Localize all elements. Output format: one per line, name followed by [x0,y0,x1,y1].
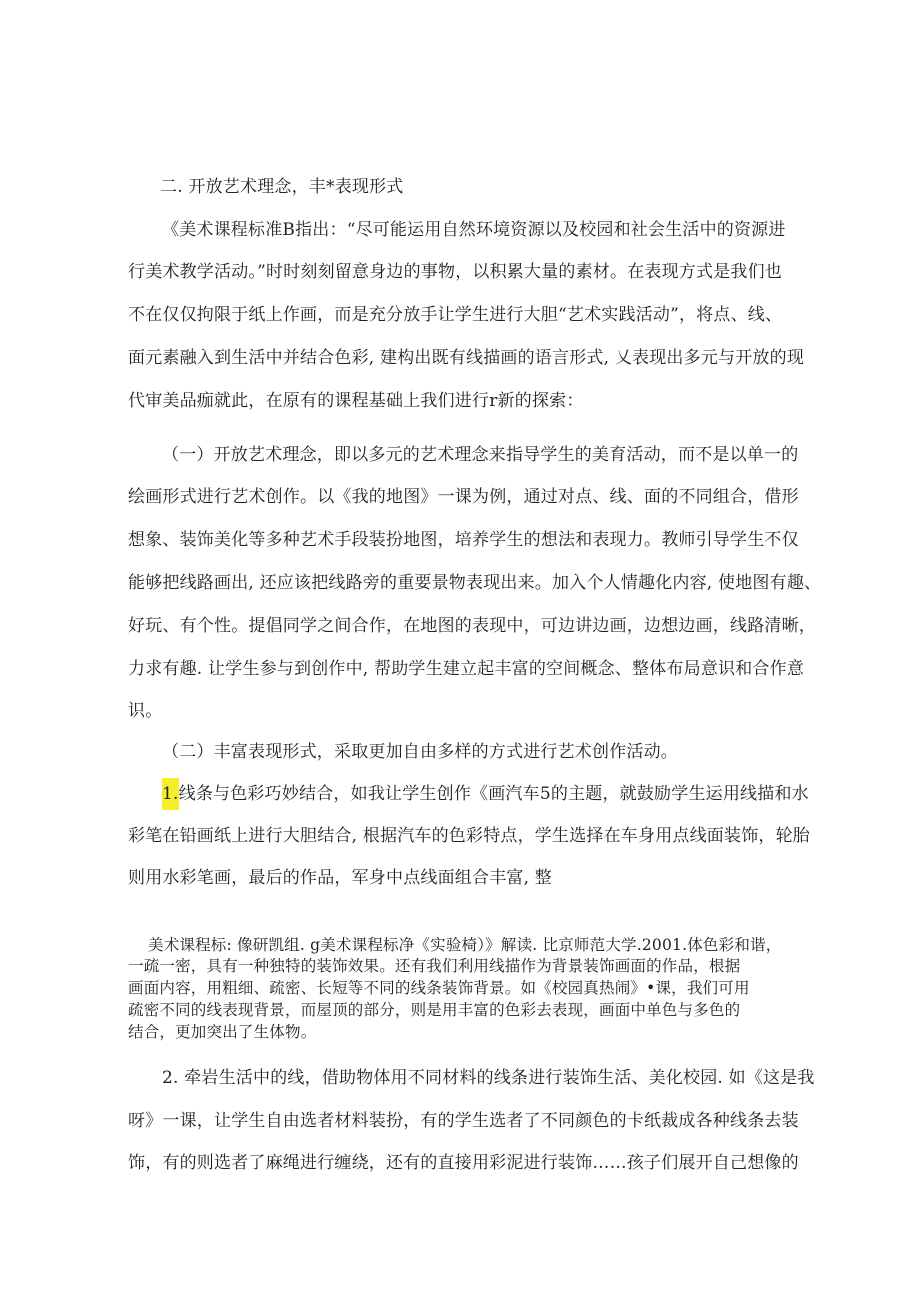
footnote-line: 画面内容，用粗细、疏密、长短等不同的线条装饰背景。如《校园真热闹》•课，我们可用 [128,979,750,997]
para4-line: 彩笔在铅画纸上进行大胆结合, 根据汽车的色彩特点，学生选择在车身用点线面装饰，轮胎 [128,826,811,846]
para5-line: 2. 牵岩生活中的线，借助物体用不同材料的线条进行装饰生活、美化校园. 如《这是我 [162,1068,815,1088]
para2-line: 绘画形式进行艺术创作。以《我的地图》一课为例，通过对点、线、面的不同组合，借形 [128,487,799,507]
para2-line: 识。 [128,701,163,721]
para4-first-line [162,782,809,806]
para1-line: 面元素融入到生活中并结合色彩, 建构出既有线描画的语言形式, 乂表现出多元与开放的现 [128,348,805,368]
para2-line: 好玩、有个性。提倡同学之间合作，在地图的表现中，可边讲边画，边想边画，线路清晰， [128,616,816,636]
para2-line: （一）开放艺术理念，即以多元的艺术理念来指导学生的美育活动，而不是以单一的 [162,445,799,465]
section-heading: 二. 开放艺术理念，丰*表现形式 [160,177,404,197]
para1-line: 《美术课程标准B指出：“尽可能运用自然环境资源以及校园和社会生活中的资源进 [162,220,786,240]
para5-line: 饰，有的则选者了麻绳进行缠绕，还有的直接用彩泥进行装饰……孩子们展开自己想像的 [128,1153,799,1173]
para2-line: 力求有趣. 让学生参与到创作中, 帮助学生建立起丰富的空间概念、整体布局意识和合作意 [128,659,805,679]
footnote-line: 一疏一密，具有一种独特的装饰效果。还有我们利用线描作为背景装饰画面的作品，根据 [128,957,741,975]
para1-line: 代审美品痂就此，在原有的课程基础上我们进行r新的探索： [128,391,584,411]
footnote-line: 结合，更加突出了生体物。 [128,1023,317,1041]
para2-line: 能够把线路画出, 还应该把线路旁的重要景物表现出来。加入个人情趣化内容, 使地图有趣、 [128,573,822,593]
para4-line-text: 线条与色彩巧妙结合，如我让学生创作《画汽车5的主题，就鼓励学生运用线描和水 [178,784,809,804]
para1-line: 不在仅仅拘限于纸上作画，而是充分放手让学生进行大胆“艺术实践活动”，将点、线、 [128,305,783,325]
highlighted-list-marker: 1. [162,778,179,810]
para4-line: 则用水彩笔画，最后的作品，军身中点线面组合丰富, 整 [128,868,553,888]
para5-line: 呀》一课，让学生自由选者材料装扮，有的学生选者了不同颜色的卡纸裁成各种线条去装 [128,1111,799,1131]
para1-line: 行美术教学活动。”时时刻刻留意身边的事物，以积累大量的素材。在表现方式是我们也 [128,262,782,282]
para2-line: 想象、装饰美化等多种艺术手段装扮地图，培养学生的想法和表现力。教师引导学生不仅 [128,530,799,550]
para3-line: （二）丰富表现形式，采取更加自由多样的方式进行艺术创作活动。 [162,742,678,762]
footnote-line: 美术课程标: 像研凯组. g美术课程标净《实验椅）》解读. 比京师范大学.2001.体色彩和谐， [148,936,782,954]
footnote-line: 疏密不同的线表现背景，而屋顶的部分，则是用丰富的色彩去表现，画面中单色与多色的 [128,1001,741,1019]
